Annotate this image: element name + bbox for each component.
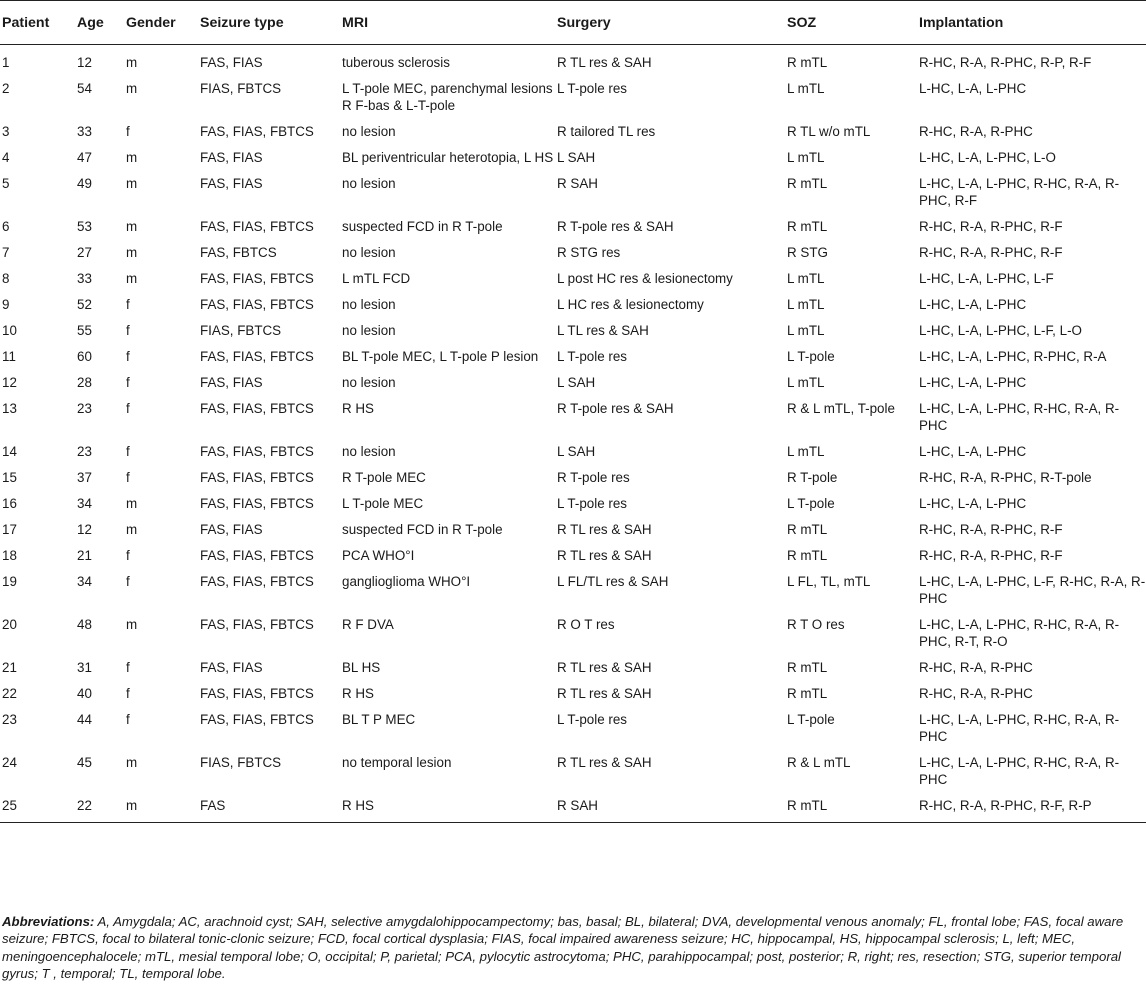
cell-seizure-type: FAS, FIAS, FBTCS — [200, 124, 314, 139]
cell-seizure-type: FAS, FIAS, FBTCS — [200, 574, 314, 589]
cell-mri: no lesion — [342, 297, 396, 312]
cell-gender: f — [126, 444, 130, 459]
cell-seizure-type: FAS, FIAS — [200, 176, 263, 191]
cell-seizure-type: FAS, FIAS, FBTCS — [200, 496, 314, 511]
cell-patient: 20 — [2, 617, 17, 632]
cell-surgery: R TL res & SAH — [557, 55, 652, 70]
table-row — [0, 45, 1146, 76]
cell-age: 47 — [77, 150, 92, 165]
cell-implantation: L-HC, L-A, L-PHC, R-HC, R-A, R-PHC, R-F — [919, 176, 1120, 208]
cell-mri: ganglioglioma WHO°I — [342, 574, 471, 589]
cell-implantation: R-HC, R-A, R-PHC, R-F — [919, 522, 1063, 537]
cell-gender: f — [126, 470, 130, 485]
cell-seizure-type: FAS, FIAS, FBTCS — [200, 297, 314, 312]
cell-age: 40 — [77, 686, 92, 701]
cell-patient: 9 — [2, 297, 10, 312]
cell-patient: 12 — [2, 375, 17, 390]
cell-age: 21 — [77, 548, 92, 563]
table-row — [0, 396, 1146, 439]
cell-implantation: R-HC, R-A, R-PHC, R-F — [919, 548, 1063, 563]
cell-surgery: R TL res & SAH — [557, 660, 652, 675]
header-row — [0, 1, 1146, 45]
cell-surgery: L HC res & lesionectomy — [557, 297, 704, 312]
cell-seizure-type: FIAS, FBTCS — [200, 323, 282, 338]
cell-mri: R HS — [342, 793, 557, 823]
cell-implantation: L-HC, L-A, L-PHC — [919, 444, 1027, 459]
cell-patient: 14 — [2, 444, 17, 459]
cell-implantation: L-HC, L-A, L-PHC — [919, 81, 1027, 96]
cell-implantation: R-HC, R-A, R-PHC, R-F, R-P — [919, 793, 1146, 823]
cell-implantation: R-HC, R-A, R-PHC — [919, 686, 1033, 701]
cell-implantation: L-HC, L-A, L-PHC, R-HC, R-A, R-PHC — [919, 755, 1120, 787]
footnote-text: A, Amygdala; AC, arachnoid cyst; SAH, selective amygdalohippocampectomy; bas, basal; BL, bilateral; DVA, developmental venous anomaly; FL, frontal lobe; FAS, focal aware seizure; FBTCS, focal to bilateral tonic-clonic seizure; FCD, focal cortical dysplasia; FIAS, focal impaired awareness seizure; HC, hippocampal, HS, hippocampal sclerosis; L, left; MEC, meningoencephalocele; mTL, mesial temporal lobe; O, occipital; P, parietal; PCA, pylocytic astrocytoma; PHC, parahippocampal; post, posterior; R, right; res, resection; STG, superior temporal gyrus; T , temporal; TL, temporal lobe. — [2, 914, 1124, 982]
cell-surgery: L T-pole res — [557, 349, 627, 364]
cell-patient: 24 — [2, 755, 17, 770]
column-header-seizure-type: Seizure type — [200, 1, 342, 45]
table-row — [0, 145, 1146, 171]
cell-gender: m — [126, 81, 138, 96]
cell-patient: 13 — [2, 401, 17, 416]
cell-implantation: R-HC, R-A, R-PHC — [919, 124, 1033, 139]
cell-gender: f — [126, 574, 130, 589]
cell-age: 44 — [77, 712, 92, 727]
cell-gender: f — [126, 401, 130, 416]
table-row — [0, 344, 1146, 370]
cell-gender: f — [126, 548, 130, 563]
cell-soz: L T-pole — [787, 712, 835, 727]
cell-gender: m — [126, 522, 138, 537]
cell-implantation: L-HC, L-A, L-PHC, R-PHC, R-A — [919, 349, 1107, 364]
cell-soz: L mTL — [787, 150, 825, 165]
cell-age: 33 — [77, 271, 92, 286]
cell-implantation: L-HC, L-A, L-PHC, R-HC, R-A, R-PHC — [919, 401, 1120, 433]
cell-age: 54 — [77, 81, 92, 96]
cell-patient: 5 — [2, 176, 10, 191]
cell-age: 34 — [77, 574, 92, 589]
cell-seizure-type: FAS, FIAS, FBTCS — [200, 401, 314, 416]
cell-implantation: L-HC, L-A, L-PHC, L-F, L-O — [919, 323, 1082, 338]
cell-age: 48 — [77, 617, 92, 632]
cell-patient: 21 — [2, 660, 17, 675]
cell-patient: 19 — [2, 574, 17, 589]
cell-gender: m — [126, 496, 138, 511]
cell-soz: R T O res — [787, 617, 845, 632]
cell-surgery: R tailored TL res — [557, 124, 656, 139]
table-row — [0, 793, 1146, 823]
cell-patient: 3 — [2, 124, 10, 139]
table-row — [0, 707, 1146, 750]
abbreviations-footnote — [2, 913, 1142, 983]
cell-soz: L mTL — [787, 271, 825, 286]
cell-age: 49 — [77, 176, 92, 191]
cell-seizure-type: FAS, FIAS, FBTCS — [200, 548, 314, 563]
cell-surgery: R TL res & SAH — [557, 548, 652, 563]
cell-implantation: R-HC, R-A, R-PHC, R-T-pole — [919, 470, 1092, 485]
table-row — [0, 750, 1146, 793]
cell-mri: no temporal lesion — [342, 755, 452, 770]
cell-mri: L T-pole MEC — [342, 496, 424, 511]
cell-patient: 1 — [2, 55, 10, 70]
cell-age: 53 — [77, 219, 92, 234]
cell-soz: R mTL — [787, 55, 828, 70]
column-header-gender: Gender — [126, 1, 200, 45]
cell-gender: f — [126, 323, 130, 338]
cell-age: 27 — [77, 245, 92, 260]
cell-implantation: R-HC, R-A, R-PHC, R-P, R-F — [919, 55, 1092, 70]
cell-patient: 10 — [2, 323, 17, 338]
cell-age: 34 — [77, 496, 92, 511]
cell-implantation: L-HC, L-A, L-PHC, R-HC, R-A, R-PHC — [919, 712, 1120, 744]
cell-mri: BL T-pole MEC, L T-pole P lesion — [342, 349, 539, 364]
cell-mri: no lesion — [342, 323, 396, 338]
cell-mri: no lesion — [342, 176, 396, 191]
cell-seizure-type: FAS, FIAS — [200, 150, 263, 165]
cell-surgery: L T-pole res — [557, 712, 627, 727]
cell-surgery: L TL res & SAH — [557, 323, 649, 338]
cell-seizure-type: FAS, FIAS — [200, 522, 263, 537]
table-body — [0, 45, 1146, 823]
cell-seizure-type: FAS, FIAS, FBTCS — [200, 219, 314, 234]
cell-age: 31 — [77, 660, 92, 675]
cell-seizure-type: FAS, FIAS — [200, 55, 263, 70]
cell-surgery: L SAH — [557, 444, 596, 459]
cell-soz: R mTL — [787, 548, 828, 563]
cell-age: 37 — [77, 470, 92, 485]
cell-soz: L mTL — [787, 444, 825, 459]
cell-implantation: L-HC, L-A, L-PHC — [919, 297, 1027, 312]
cell-implantation: L-HC, L-A, L-PHC, L-F — [919, 271, 1054, 286]
cell-gender: f — [126, 660, 130, 675]
cell-patient: 11 — [2, 349, 16, 364]
cell-mri: no lesion — [342, 444, 396, 459]
cell-gender: m — [126, 245, 138, 260]
cell-gender: f — [126, 349, 130, 364]
cell-mri: R T-pole MEC — [342, 470, 426, 485]
cell-seizure-type: FIAS, FBTCS — [200, 755, 282, 770]
cell-surgery: R T-pole res — [557, 470, 630, 485]
cell-age: 23 — [77, 401, 92, 416]
footnote-lead: Abbreviations: — [2, 914, 95, 929]
cell-surgery: L T-pole res — [557, 496, 627, 511]
cell-surgery: L T-pole res — [557, 81, 627, 96]
table-row — [0, 171, 1146, 214]
table-row — [0, 655, 1146, 681]
cell-surgery: R O T res — [557, 617, 615, 632]
cell-soz: R mTL — [787, 522, 828, 537]
cell-mri: R HS — [342, 401, 374, 416]
table-row — [0, 76, 1146, 119]
cell-gender: m — [126, 176, 138, 191]
cell-implantation: R-HC, R-A, R-PHC, R-F — [919, 219, 1063, 234]
cell-age: 55 — [77, 323, 92, 338]
cell-implantation: R-HC, R-A, R-PHC — [919, 660, 1033, 675]
table-row — [0, 491, 1146, 517]
cell-surgery: R TL res & SAH — [557, 755, 652, 770]
cell-patient: 8 — [2, 271, 10, 286]
table-row — [0, 569, 1146, 612]
cell-mri: L mTL FCD — [342, 271, 411, 286]
cell-mri: PCA WHO°I — [342, 548, 415, 563]
cell-soz: L mTL — [787, 323, 825, 338]
cell-patient: 4 — [2, 150, 10, 165]
cell-soz: R mTL — [787, 219, 828, 234]
cell-age: 12 — [77, 522, 92, 537]
cell-soz: L mTL — [787, 297, 825, 312]
table-row — [0, 465, 1146, 491]
cell-soz: L mTL — [787, 375, 825, 390]
cell-mri: L T-pole MEC, parenchymal lesions R F-bas & L-T-pole — [342, 81, 553, 113]
cell-gender: m — [126, 617, 138, 632]
cell-age: 33 — [77, 124, 92, 139]
cell-seizure-type: FIAS, FBTCS — [200, 81, 282, 96]
cell-surgery: L FL/TL res & SAH — [557, 574, 669, 589]
cell-mri: no lesion — [342, 375, 396, 390]
cell-implantation: L-HC, L-A, L-PHC — [919, 375, 1027, 390]
table-row — [0, 517, 1146, 543]
cell-patient: 25 — [0, 793, 77, 823]
column-header-patient: Patient — [0, 1, 77, 45]
cell-soz: R mTL — [787, 793, 919, 823]
cell-age: 52 — [77, 297, 92, 312]
column-header-mri: MRI — [342, 1, 557, 45]
cell-gender: m — [126, 755, 138, 770]
table-row — [0, 543, 1146, 569]
table-row — [0, 318, 1146, 344]
table-row — [0, 439, 1146, 465]
cell-patient: 2 — [2, 81, 10, 96]
table-header — [0, 1, 1146, 45]
cell-seizure-type: FAS, FIAS — [200, 660, 263, 675]
cell-mri: R HS — [342, 686, 374, 701]
cell-mri: R F DVA — [342, 617, 394, 632]
cell-mri: no lesion — [342, 124, 396, 139]
cell-patient: 16 — [2, 496, 17, 511]
cell-surgery: R STG res — [557, 245, 621, 260]
cell-gender: f — [126, 686, 130, 701]
cell-soz: R & L mTL — [787, 755, 851, 770]
cell-soz: R T-pole — [787, 470, 838, 485]
cell-soz: L mTL — [787, 81, 825, 96]
cell-gender: m — [126, 219, 138, 234]
cell-surgery: R T-pole res & SAH — [557, 219, 674, 234]
cell-mri: BL T P MEC — [342, 712, 416, 727]
cell-surgery: L post HC res & lesionectomy — [557, 271, 733, 286]
cell-surgery: R SAH — [557, 176, 598, 191]
cell-age: 45 — [77, 755, 92, 770]
cell-soz: R mTL — [787, 686, 828, 701]
cell-implantation: L-HC, L-A, L-PHC, R-HC, R-A, R-PHC, R-T, R-O — [919, 617, 1120, 649]
cell-mri: suspected FCD in R T-pole — [342, 522, 503, 537]
cell-gender: f — [126, 712, 130, 727]
cell-seizure-type: FAS, FIAS — [200, 375, 263, 390]
cell-age: 60 — [77, 349, 92, 364]
cell-mri: BL HS — [342, 660, 381, 675]
cell-gender: f — [126, 124, 130, 139]
cell-seizure-type: FAS, FIAS, FBTCS — [200, 444, 314, 459]
cell-surgery: L SAH — [557, 375, 596, 390]
cell-surgery: R TL res & SAH — [557, 686, 652, 701]
cell-surgery: R TL res & SAH — [557, 522, 652, 537]
table-row — [0, 119, 1146, 145]
cell-surgery: L SAH — [557, 150, 596, 165]
cell-mri: tuberous sclerosis — [342, 55, 450, 70]
cell-patient: 6 — [2, 219, 10, 234]
cell-soz: R TL w/o mTL — [787, 124, 871, 139]
cell-surgery: R T-pole res & SAH — [557, 401, 674, 416]
cell-gender: m — [126, 793, 200, 823]
cell-age: 23 — [77, 444, 92, 459]
table-row — [0, 240, 1146, 266]
cell-age: 22 — [77, 793, 126, 823]
cell-seizure-type: FAS, FIAS, FBTCS — [200, 470, 314, 485]
cell-soz: R STG — [787, 245, 828, 260]
cell-seizure-type: FAS, FBTCS — [200, 245, 277, 260]
table-row — [0, 214, 1146, 240]
cell-soz: R mTL — [787, 660, 828, 675]
cell-seizure-type: FAS, FIAS, FBTCS — [200, 712, 314, 727]
cell-mri: suspected FCD in R T-pole — [342, 219, 503, 234]
cell-seizure-type: FAS — [200, 793, 342, 823]
cell-implantation: L-HC, L-A, L-PHC, L-O — [919, 150, 1056, 165]
table-row — [0, 266, 1146, 292]
cell-seizure-type: FAS, FIAS, FBTCS — [200, 271, 314, 286]
cell-implantation: R-HC, R-A, R-PHC, R-F — [919, 245, 1063, 260]
table-row — [0, 292, 1146, 318]
cell-patient: 22 — [2, 686, 17, 701]
cell-soz: R mTL — [787, 176, 828, 191]
cell-patient: 15 — [2, 470, 17, 485]
column-header-age: Age — [77, 1, 126, 45]
column-header-soz: SOZ — [787, 1, 919, 45]
cell-seizure-type: FAS, FIAS, FBTCS — [200, 349, 314, 364]
cell-seizure-type: FAS, FIAS, FBTCS — [200, 686, 314, 701]
cell-mri: no lesion — [342, 245, 396, 260]
cell-seizure-type: FAS, FIAS, FBTCS — [200, 617, 314, 632]
cell-gender: f — [126, 375, 130, 390]
cell-patient: 17 — [2, 522, 17, 537]
cell-surgery: R SAH — [557, 793, 787, 823]
table-row — [0, 681, 1146, 707]
cell-implantation: L-HC, L-A, L-PHC — [919, 496, 1027, 511]
cell-soz: L T-pole — [787, 349, 835, 364]
cell-gender: m — [126, 271, 138, 286]
cell-patient: 23 — [2, 712, 17, 727]
column-header-implantation: Implantation — [919, 1, 1146, 45]
column-header-surgery: Surgery — [557, 1, 787, 45]
cell-age: 12 — [77, 55, 92, 70]
table-row — [0, 612, 1146, 655]
cell-mri: BL periventricular heterotopia, L HS — [342, 150, 554, 165]
cell-patient: 7 — [2, 245, 10, 260]
cell-gender: f — [126, 297, 130, 312]
cell-age: 28 — [77, 375, 92, 390]
table-row — [0, 370, 1146, 396]
cell-soz: L T-pole — [787, 496, 835, 511]
cell-gender: m — [126, 55, 138, 70]
cell-implantation: L-HC, L-A, L-PHC, L-F, R-HC, R-A, R-PHC — [919, 574, 1146, 606]
cell-soz: L FL, TL, mTL — [787, 574, 871, 589]
cell-patient: 18 — [2, 548, 17, 563]
cell-soz: R & L mTL, T-pole — [787, 401, 895, 416]
cell-gender: m — [126, 150, 138, 165]
